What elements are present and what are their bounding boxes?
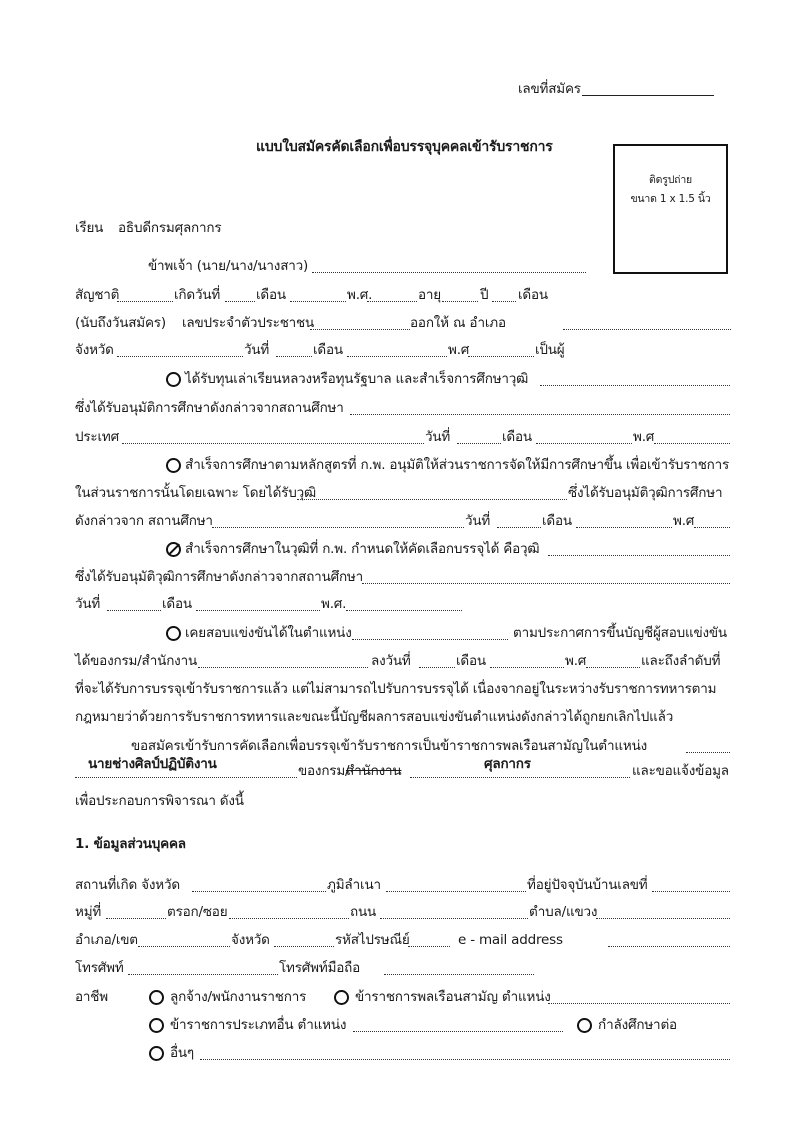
option1-month-field[interactable] [536, 443, 632, 444]
option1-country-field[interactable] [122, 443, 424, 444]
salutation-recipient: อธิบดีกรมศุลกากร [118, 220, 222, 236]
birthplace-label: สถานที่เกิด จังหวัด [75, 877, 180, 893]
option3-text: สำเร็จการศึกษาในวุฒิที่ ก.พ. กำหนดให้คัดเลือกบรรจุได้ คือวุฒิ [185, 541, 540, 557]
birth-month-label: เดือน [256, 287, 286, 303]
option2-year-label: พ.ศ [673, 513, 695, 529]
option4-text-line3: ที่จะได้รับการบรรจุเข้ารับราชการแล้ว แต่ไม่สามารถไปรับการบรรจุได้ เนื่องจากอยู่ในระหว่างรับราชการทหารตาม [75, 681, 717, 697]
id-card-field[interactable] [310, 329, 410, 330]
salutation-label: เรียน [75, 220, 104, 236]
occupation-civil-servant-position-field[interactable] [548, 1003, 730, 1004]
request-position-trailing-dots [686, 752, 730, 753]
birth-year-field[interactable] [367, 301, 417, 302]
option3-year-field[interactable] [346, 610, 462, 611]
option4-dated-label: ลงวันที่ [371, 653, 411, 669]
occupation-other-label: อื่นๆ [170, 1045, 194, 1061]
age-years-label: ปี [480, 287, 489, 303]
amphoe-label: อำเภอ/เขต [75, 932, 138, 948]
and-inform-label: และขอแจ้งข้อมูล [632, 763, 729, 779]
form-title: แบบใบสมัครคัดเลือกเพื่อบรรจุบุคคลเข้ารับราชการ [256, 139, 553, 155]
is-label: เป็นผู้ [535, 342, 565, 358]
address-no-label: ที่อยู่ปัจจุบันบ้านเลขที่ [527, 877, 648, 893]
section1-heading: 1. ข้อมูลส่วนบุคคล [75, 836, 186, 852]
option1-day-label: วันที่ [425, 429, 451, 445]
occupation-label: อาชีพ [75, 989, 108, 1005]
as-of-label: (นับถึงวันสมัคร) [75, 315, 166, 331]
option2-degree-field[interactable] [297, 499, 567, 500]
issued-amphoe-field[interactable] [563, 329, 731, 330]
id-card-label: เลขประจำตัวประชาชน [182, 315, 315, 331]
option3-radio[interactable] [166, 542, 181, 557]
occupation-other-radio[interactable] [149, 1046, 164, 1061]
name-field[interactable] [312, 272, 586, 273]
moo-field[interactable] [106, 918, 166, 919]
option2-institution-field[interactable] [212, 527, 464, 528]
birth-month-field[interactable] [290, 301, 346, 302]
option2-year-field[interactable] [694, 527, 730, 528]
option4-month-label: เดือน [456, 653, 486, 669]
birth-year-label: พ.ศ. [347, 287, 373, 303]
province-field[interactable] [274, 946, 334, 947]
position-field[interactable] [75, 777, 297, 778]
option3-institution-field[interactable] [362, 583, 730, 584]
soi-field[interactable] [229, 918, 349, 919]
option4-day-field[interactable] [419, 667, 455, 668]
request-text: ขอสมัครเข้ารับการคัดเลือกเพื่อบรรจุเข้ารับราชการเป็นข้าราชการพลเรือนสามัญในตำแหน่ง [131, 738, 648, 754]
issued-day-label: วันที่ [244, 342, 270, 358]
email-field[interactable] [608, 946, 730, 947]
issued-at-label: ออกให้ ณ อำเภอ [410, 315, 506, 331]
option1-month-label: เดือน [502, 429, 532, 445]
option4-rank-label: และถึงลำดับที่ [641, 653, 721, 669]
nationality-field[interactable] [117, 301, 173, 302]
email-label: e - mail address [458, 932, 563, 948]
photo-box-line2: ขนาด 1 x 1.5 นิ้ว [630, 193, 711, 205]
option2-text: สำเร็จการศึกษาตามหลักสูตรที่ ก.พ. อนุมัติให้ส่วนราชการจัดให้มีการศึกษาขึ้น เพื่อเข้ารับราชการ [185, 457, 730, 473]
issued-province-label: จังหวัด [75, 342, 114, 358]
option4-year-field[interactable] [586, 667, 640, 668]
nationality-label: สัญชาติ [75, 287, 120, 303]
age-label: อายุ [418, 287, 441, 303]
occupation-other-field[interactable] [200, 1059, 730, 1060]
postcode-field[interactable] [408, 946, 450, 947]
option2-degree-label: ในส่วนราชการนั้นโดยเฉพาะ โดยได้รับวุฒิ [75, 485, 316, 501]
birth-day-label: เกิดวันที่ [174, 287, 221, 303]
occupation-other-official-position-field[interactable] [353, 1031, 563, 1032]
mobile-label: โทรศัพท์มือถือ [279, 960, 361, 976]
amphoe-field[interactable] [138, 946, 230, 947]
occupation-other-official-label: ข้าราชการประเภทอื่น ตำแหน่ง [170, 1017, 347, 1033]
soi-label: ตรอก/ซอย [167, 904, 228, 920]
birth-day-field[interactable] [225, 301, 255, 302]
age-years-field[interactable] [442, 301, 478, 302]
option1-year-field[interactable] [654, 443, 730, 444]
moo-label: หมู่ที่ [75, 904, 102, 920]
tambon-label: ตำบล/แขวง [529, 904, 598, 920]
option3-day-field[interactable] [107, 610, 161, 611]
option3-day-label: วันที่ [75, 596, 101, 612]
option3-year-label: พ.ศ. [321, 596, 347, 612]
tambon-field[interactable] [596, 918, 730, 919]
option4-text-line4: กฎหมายว่าด้วยการรับราชการทหารและขณะนี้บัญชีผลการสอบแข่งขันตำแหน่งดังกล่าวได้ถูกยกเลิกไปแล้ว [75, 709, 674, 725]
dept-value[interactable]: ศุลกากร [484, 756, 531, 772]
domicile-field[interactable] [386, 891, 526, 892]
occupation-studying-radio[interactable] [577, 1018, 592, 1033]
occupation-other-official-radio[interactable] [149, 1018, 164, 1033]
option4-month-field[interactable] [490, 667, 564, 668]
issued-month-field[interactable] [347, 356, 447, 357]
option1-radio[interactable] [166, 372, 181, 387]
option1-institution-field[interactable] [350, 414, 730, 415]
position-value[interactable]: นายช่างศิลป์ปฏิบัติงาน [88, 756, 217, 772]
occupation-civil-servant-label: ข้าราชการพลเรือนสามัญ ตำแหน่ง [355, 989, 551, 1005]
phone-label: โทรศัพท์ [75, 960, 124, 976]
option4-year-label: พ.ศ [565, 653, 587, 669]
option1-text: ได้รับทุนเล่าเรียนหลวงหรือทุนรัฐบาล และสำเร็จการศึกษาวุฒิ [185, 371, 529, 387]
application-no-label: เลขที่สมัคร [518, 81, 581, 97]
postcode-label: รหัสไปรษณีย์ [335, 932, 410, 948]
dept-field[interactable] [410, 777, 630, 778]
option4-radio[interactable] [166, 626, 181, 641]
option3-degree-field[interactable] [548, 555, 730, 556]
issued-year-label: พ.ศ [448, 342, 470, 358]
dept-label-struck: สำนักงาน [346, 763, 402, 779]
option2-radio[interactable] [166, 458, 181, 473]
option4-dept-field[interactable] [198, 667, 368, 668]
option4-position-field[interactable] [352, 639, 508, 640]
occupation-employee-label: ลูกจ้าง/พนักงานราชการ [170, 989, 307, 1005]
option1-year-label: พ.ศ [633, 429, 655, 445]
road-label: ถนน [350, 904, 377, 920]
option2-approved-label: ซึ่งได้รับอนุมัติวุฒิการศึกษา [568, 485, 723, 501]
domicile-label: ภูมิลำเนา [327, 877, 381, 893]
issued-year-field[interactable] [468, 356, 534, 357]
option2-month-label: เดือน [542, 513, 572, 529]
province-label: จังหวัด [231, 932, 270, 948]
occupation-employee-radio[interactable] [149, 990, 164, 1005]
for-consideration-text: เพื่อประกอบการพิจารณา ดังนี้ [75, 793, 244, 809]
dept-label: ของกรม/ [298, 763, 350, 779]
option3-month-label: เดือน [162, 596, 192, 612]
name-label: ข้าพเจ้า (นาย/นาง/นางสาว) [148, 258, 309, 274]
phone-field[interactable] [128, 974, 278, 975]
option2-month-field[interactable] [576, 527, 672, 528]
issued-month-label: เดือน [313, 342, 343, 358]
photo-box-line1: ติดรูปถ่าย [649, 174, 692, 186]
option1-institution-label: ซึ่งได้รับอนุมัติการศึกษาดังกล่าวจากสถานศึกษา [75, 400, 344, 416]
option3-month-field[interactable] [196, 610, 320, 611]
mobile-field[interactable] [384, 974, 534, 975]
option4-position-label: เคยสอบแข่งขันได้ในตำแหน่ง [185, 625, 352, 641]
birthplace-field[interactable] [192, 891, 326, 892]
issued-day-field[interactable] [276, 356, 312, 357]
option1-day-field[interactable] [457, 443, 501, 444]
occupation-studying-label: กำลังศึกษาต่อ [598, 1017, 677, 1033]
address-no-field[interactable] [652, 891, 730, 892]
application-no-field[interactable] [582, 95, 714, 96]
option2-institution-label: ดังกล่าวจาก สถานศึกษา [75, 513, 213, 529]
issued-province-field[interactable] [117, 356, 243, 357]
option1-country-label: ประเทศ [75, 429, 119, 445]
age-months-field[interactable] [492, 301, 516, 302]
option4-announcement-label: ตามประกาศการขึ้นบัญชีผู้สอบแข่งขัน [513, 625, 727, 641]
option1-degree-field[interactable] [540, 385, 730, 386]
option4-dept-label: ได้ของกรม/สำนักงาน [75, 653, 197, 669]
age-months-label: เดือน [518, 287, 548, 303]
photo-box[interactable] [613, 144, 728, 274]
road-field[interactable] [380, 918, 528, 919]
option2-day-label: วันที่ [465, 513, 491, 529]
option3-institution-label: ซึ่งได้รับอนุมัติวุฒิการศึกษาดังกล่าวจากสถานศึกษา [75, 569, 364, 585]
occupation-civil-servant-radio[interactable] [334, 990, 349, 1005]
option2-day-field[interactable] [497, 527, 541, 528]
